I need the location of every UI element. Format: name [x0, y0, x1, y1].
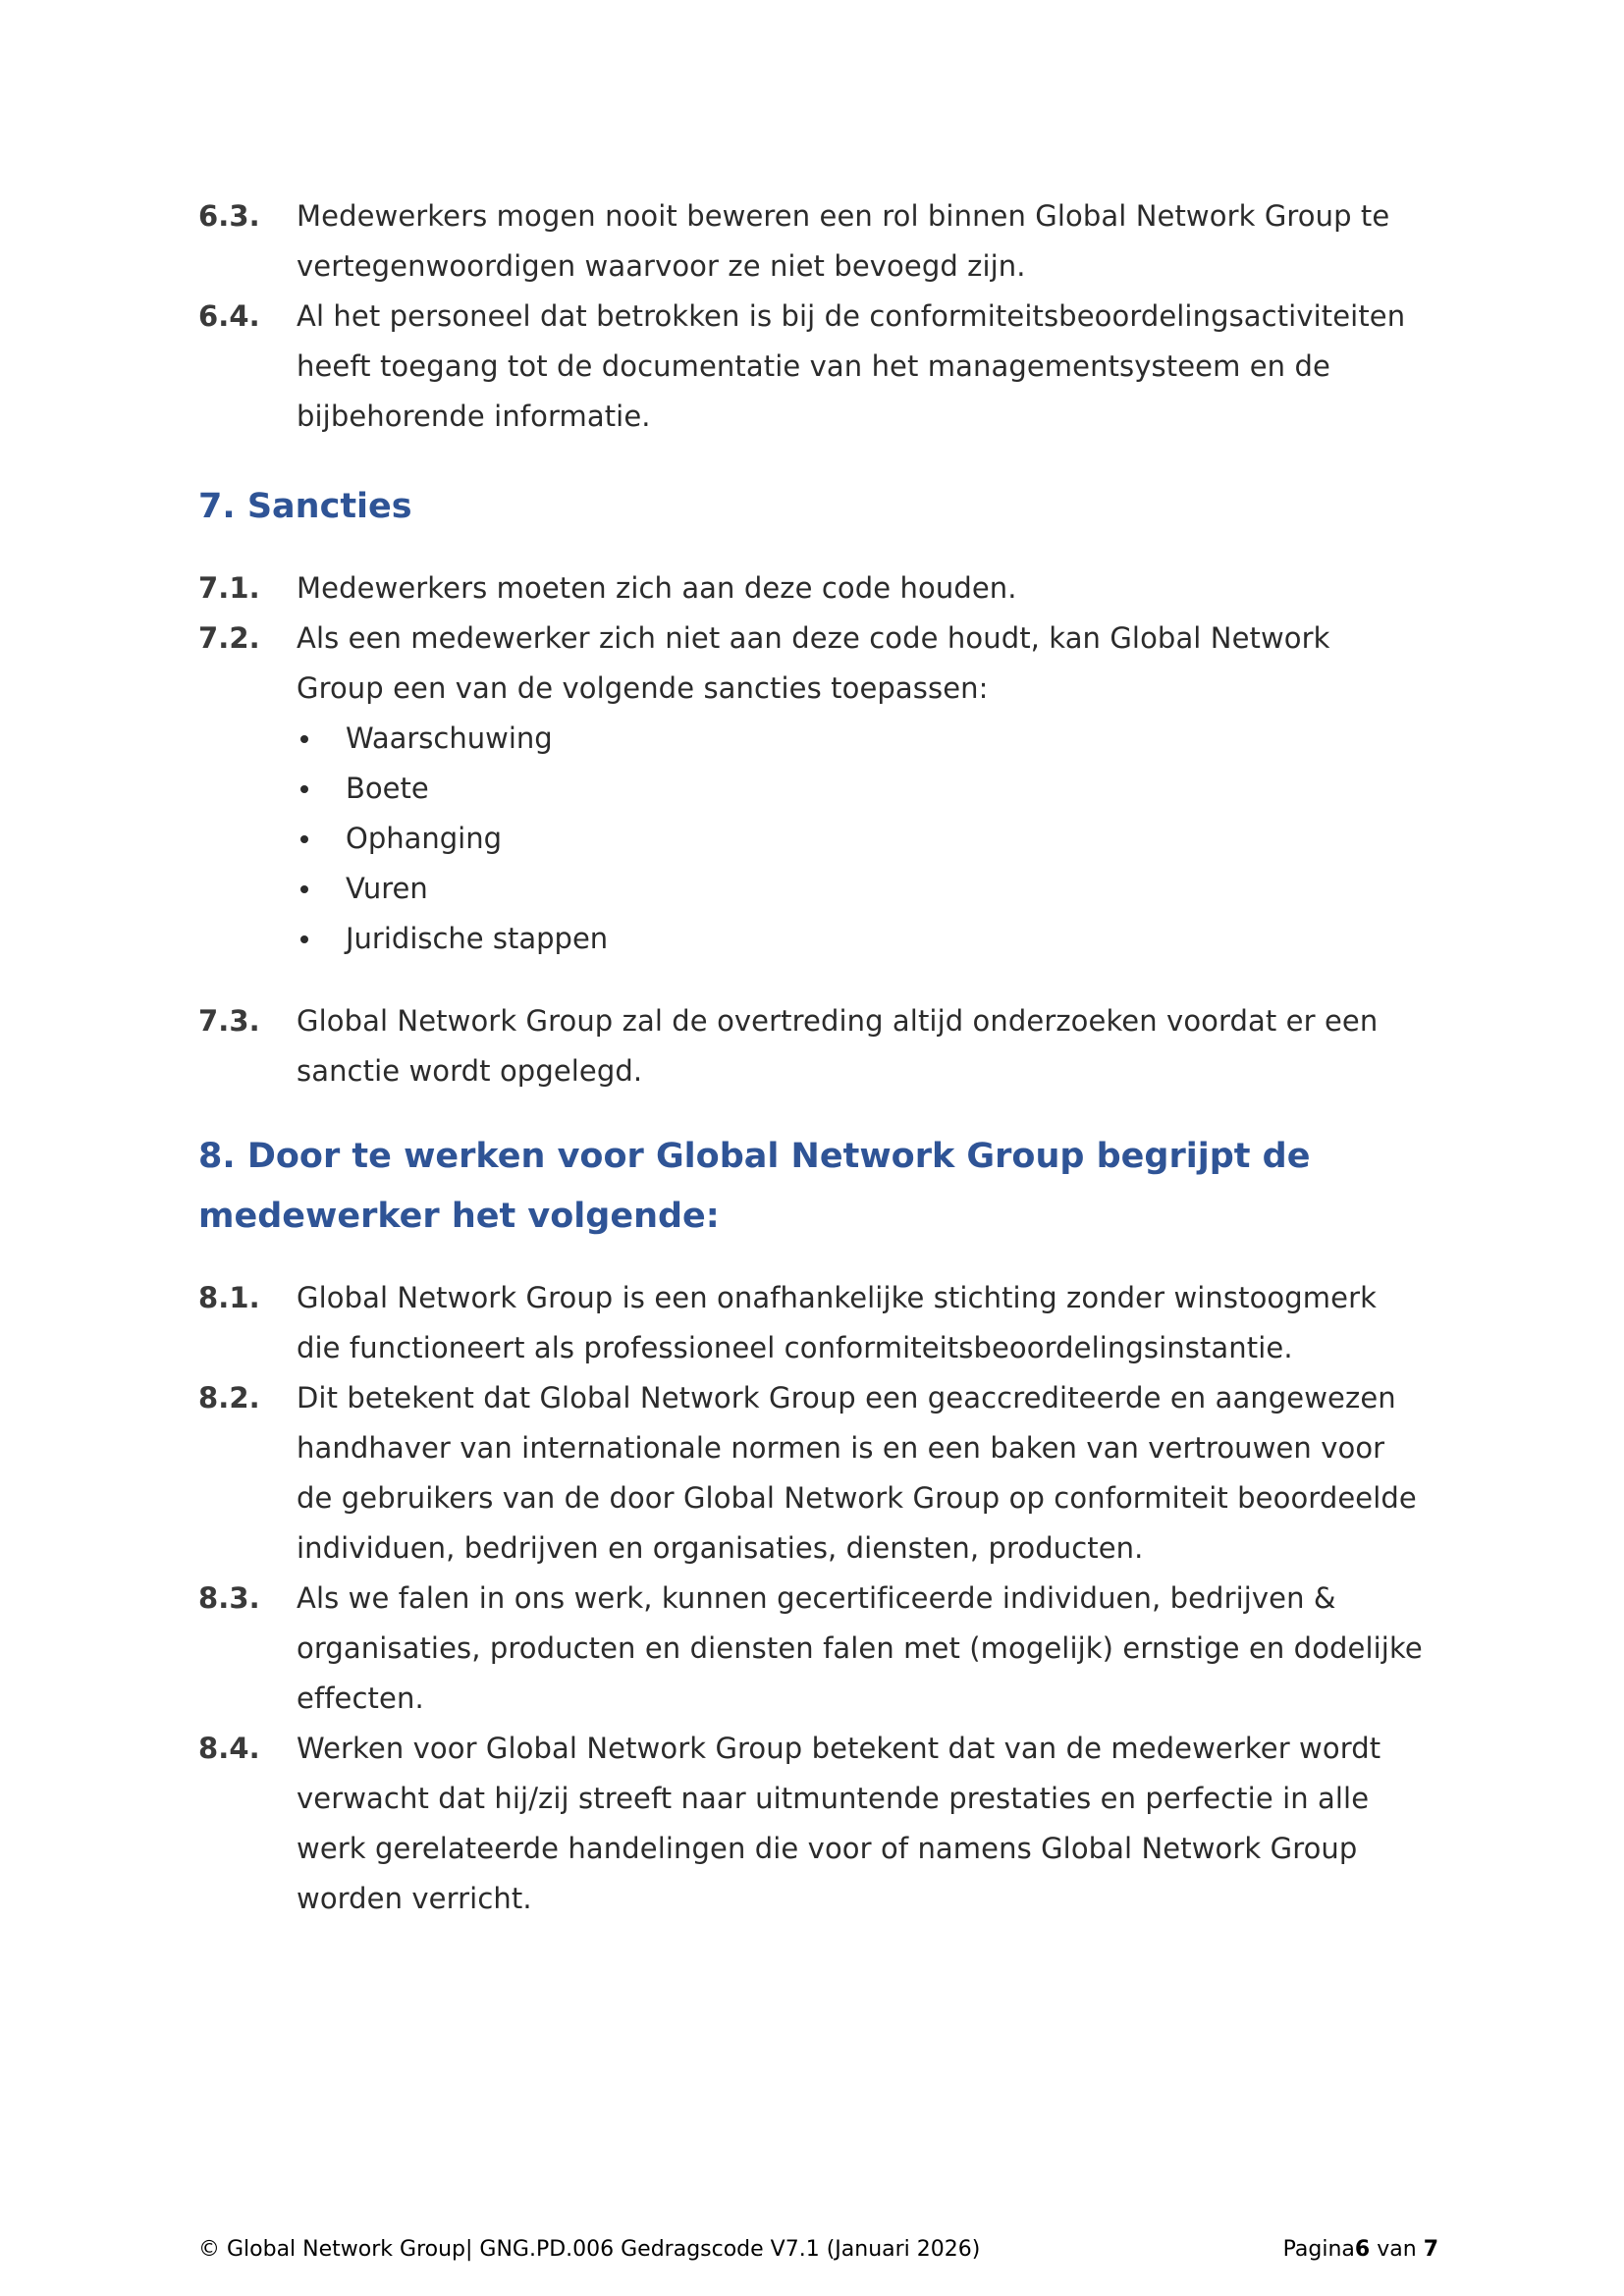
sanctions-list [198, 714, 1426, 964]
document-content [198, 191, 1426, 1924]
list-item: Juridische stappen [297, 914, 1426, 964]
bullet-icon [300, 885, 308, 893]
clause-7-2 [198, 614, 1426, 714]
clause-number: 8.2. [198, 1381, 260, 1415]
clause-number: 8.3. [198, 1581, 260, 1615]
page-number: Pagina6 van 7 [1282, 2237, 1438, 2262]
clause-number: 7.1. [198, 571, 260, 605]
clause-number: 6.3. [198, 199, 260, 233]
clause-text: Al het personeel dat betrokken is bij de conformiteitsbeoordelingsactiviteiten heeft toegang tot de documentatie van het managementsysteem en de bijbehorende informatie. [297, 299, 1406, 433]
bullet-icon [300, 935, 308, 943]
clause-8-4 [198, 1724, 1426, 1924]
clause-6-4 [198, 292, 1426, 442]
clause-text: Werken voor Global Network Group betekent dat van de medewerker wordt verwacht dat hij/zij streeft naar uitmuntende prestaties en perfectie in alle werk gerelateerde handelingen die voor of namens Global Network Group worden verricht. [297, 1732, 1381, 1915]
bullet-icon [300, 735, 308, 743]
clause-text: Global Network Group is een onafhankelijke stichting zonder winstoogmerk die functioneert als professioneel conformiteitsbeoordelingsinstantie. [297, 1281, 1377, 1364]
clause-number: 8.1. [198, 1281, 260, 1314]
list-item: Boete [297, 764, 1426, 814]
clause-7-3 [198, 996, 1426, 1096]
list-item: Vuren [297, 864, 1426, 914]
clause-number: 6.4. [198, 299, 260, 333]
clause-number: 8.4. [198, 1732, 260, 1765]
clause-text: Global Network Group zal de overtreding altijd onderzoeken voordat er een sanctie wordt opgelegd. [297, 1004, 1379, 1088]
clause-text: Medewerkers mogen nooit beweren een rol binnen Global Network Group te vertegenwoordigen waarvoor ze niet bevoegd zijn. [297, 199, 1390, 283]
clause-6-3 [198, 191, 1426, 292]
clause-8-2 [198, 1373, 1426, 1574]
clause-number: 7.2. [198, 621, 260, 655]
list-item: Waarschuwing [297, 714, 1426, 764]
list-item: Ophanging [297, 814, 1426, 864]
section-heading-sancties: 7. Sancties [198, 487, 412, 526]
clause-text: Als een medewerker zich niet aan deze code houdt, kan Global Network Group een van de volgende sancties toepassen: [297, 621, 1330, 705]
bullet-icon [300, 785, 308, 793]
section-heading-begrijpt: 8. Door te werken voor Global Network Group begrijpt de medewerker het volgende: [198, 1137, 1311, 1236]
clause-text: Dit betekent dat Global Network Group een geaccrediteerde en aangewezen handhaver van internationale normen is en een baken van vertrouwen voor de gebruikers van de door Global Network Group op conformiteit beoordeelde individuen, bedrijven en organisaties, diensten, producten. [297, 1381, 1417, 1565]
clause-8-1 [198, 1273, 1426, 1373]
clause-text: Medewerkers moeten zich aan deze code houden. [297, 571, 1017, 605]
clause-8-3 [198, 1574, 1426, 1724]
clause-7-1 [198, 563, 1426, 614]
footer-document-reference: © Global Network Group| GNG.PD.006 Gedragscode V7.1 (Januari 2026) [198, 2237, 981, 2262]
bullet-icon [300, 835, 308, 843]
clause-text: Als we falen in ons werk, kunnen gecertificeerde individuen, bedrijven & organisaties, producten en diensten falen met (mogelijk) ernstige en dodelijke effecten. [297, 1581, 1423, 1715]
clause-number: 7.3. [198, 1004, 260, 1038]
